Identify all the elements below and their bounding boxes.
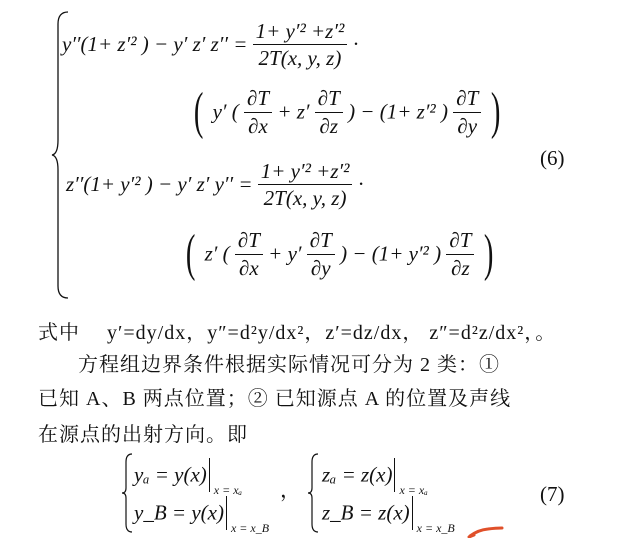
paren-close: ) xyxy=(490,83,500,140)
eq6-1-numerator: 1+ y′² +z′² xyxy=(253,20,348,45)
term1-f1-num: ∂T xyxy=(244,87,272,112)
eq7-right-1-lhs: zₐ = z(x) xyxy=(322,462,393,487)
eq6-1-fraction xyxy=(253,20,348,69)
term1-f3-num: ∂T xyxy=(453,87,481,112)
left-brace-7b xyxy=(306,452,320,534)
equation-6-term-1 xyxy=(190,83,504,140)
paren-close-2: ) xyxy=(483,225,494,282)
term2-f3-den: ∂z xyxy=(451,255,470,280)
term2-f3-num: ∂T xyxy=(446,229,474,254)
term1-f3-den: ∂y xyxy=(457,113,478,138)
term2-f1-den: ∂x xyxy=(239,255,259,280)
eval-bar xyxy=(209,458,262,497)
eq7-left-2-limit: x = x_B xyxy=(230,521,270,535)
paren-open-2: ( xyxy=(185,225,196,282)
term1-f2-den: ∂z xyxy=(319,113,339,138)
term2-tail: ) − (1+ y′² ) xyxy=(340,241,442,266)
term1-f1-den: ∂x xyxy=(248,113,268,138)
eq7-left-2-lhs: y_B = y(x) xyxy=(134,500,224,525)
term1-dT-dz xyxy=(315,87,343,136)
equation-number-7: (7) xyxy=(540,482,565,506)
equation-number-6: (6) xyxy=(540,146,565,170)
equation-6-term-2 xyxy=(182,225,497,282)
eq7-right-1-limit: x = xₐ xyxy=(399,483,428,497)
eq7-right-2-lhs: z_B = z(x) xyxy=(322,500,410,525)
term2-dT-dz xyxy=(446,229,474,278)
eq6-2-fraction xyxy=(258,160,353,209)
term2-f1-num: ∂T xyxy=(235,229,263,254)
eq6-2-dot: · xyxy=(357,172,365,197)
term1-f2-num: ∂T xyxy=(315,87,343,112)
paragraph-line-3: 在源点的出射方向。即 xyxy=(38,424,248,446)
eq7-left-2 xyxy=(134,496,279,535)
term1-tail: ) − (1+ z′² ) xyxy=(348,99,448,124)
term1-dT-dy xyxy=(453,87,481,136)
eq6-1-lhs: y′′(1+ z′² ) − y′ z′ z′′ = xyxy=(62,32,248,57)
paragraph-line-2: 已知 A、B 两点位置；② 已知源点 A 的位置及声线 xyxy=(38,388,512,410)
red-pen-mark xyxy=(466,526,506,538)
term1-lead: y′ ( xyxy=(212,99,239,124)
term2-f2-den: ∂y xyxy=(310,255,331,280)
term2-mid: + y′ xyxy=(268,241,302,266)
term2-dT-dy xyxy=(307,229,335,278)
term2-f2-num: ∂T xyxy=(307,229,335,254)
eq7-left-1-lhs: yₐ = y(x) xyxy=(134,462,207,487)
paragraph-line-1: 方程组边界条件根据实际情况可分为 2 类：① xyxy=(78,354,500,376)
left-brace-7a xyxy=(120,452,134,534)
term2-dT-dx xyxy=(235,229,263,278)
eq7-right-2 xyxy=(322,496,465,535)
eq6-1-dot: · xyxy=(352,32,360,57)
term1-dT-dx xyxy=(244,87,272,136)
eval-bar xyxy=(394,458,447,497)
eq7-right-1 xyxy=(322,458,447,497)
eval-bar xyxy=(226,496,279,535)
eq7-left-1 xyxy=(134,458,262,497)
paren-open: ( xyxy=(193,83,204,140)
eq6-1-denominator: 2T(x, y, z) xyxy=(258,46,342,71)
eq7-left-1-limit: x = xₐ xyxy=(213,483,243,497)
equation-6-line-2 xyxy=(66,160,365,209)
where-line: 式中 y′=dy/dx，y″=d²y/dx²，z′=dz/dx， z″=d²z/dx²，。 xyxy=(38,322,557,344)
eq7-right-1-limit: x = x_B xyxy=(416,521,455,535)
eq6-2-numerator: 1+ y′² +z′² xyxy=(258,160,353,185)
eq6-2-denominator: 2T(x, y, z) xyxy=(263,186,347,211)
term2-lead: z′ ( xyxy=(204,241,230,266)
equation-6-line-1 xyxy=(62,20,360,69)
eq6-2-lhs: z′′(1+ y′² ) − y′ z′ y′′ = xyxy=(66,172,253,197)
eq7-separator: ， xyxy=(280,478,301,502)
eval-bar xyxy=(412,496,465,535)
term1-mid: + z′ xyxy=(277,99,310,124)
